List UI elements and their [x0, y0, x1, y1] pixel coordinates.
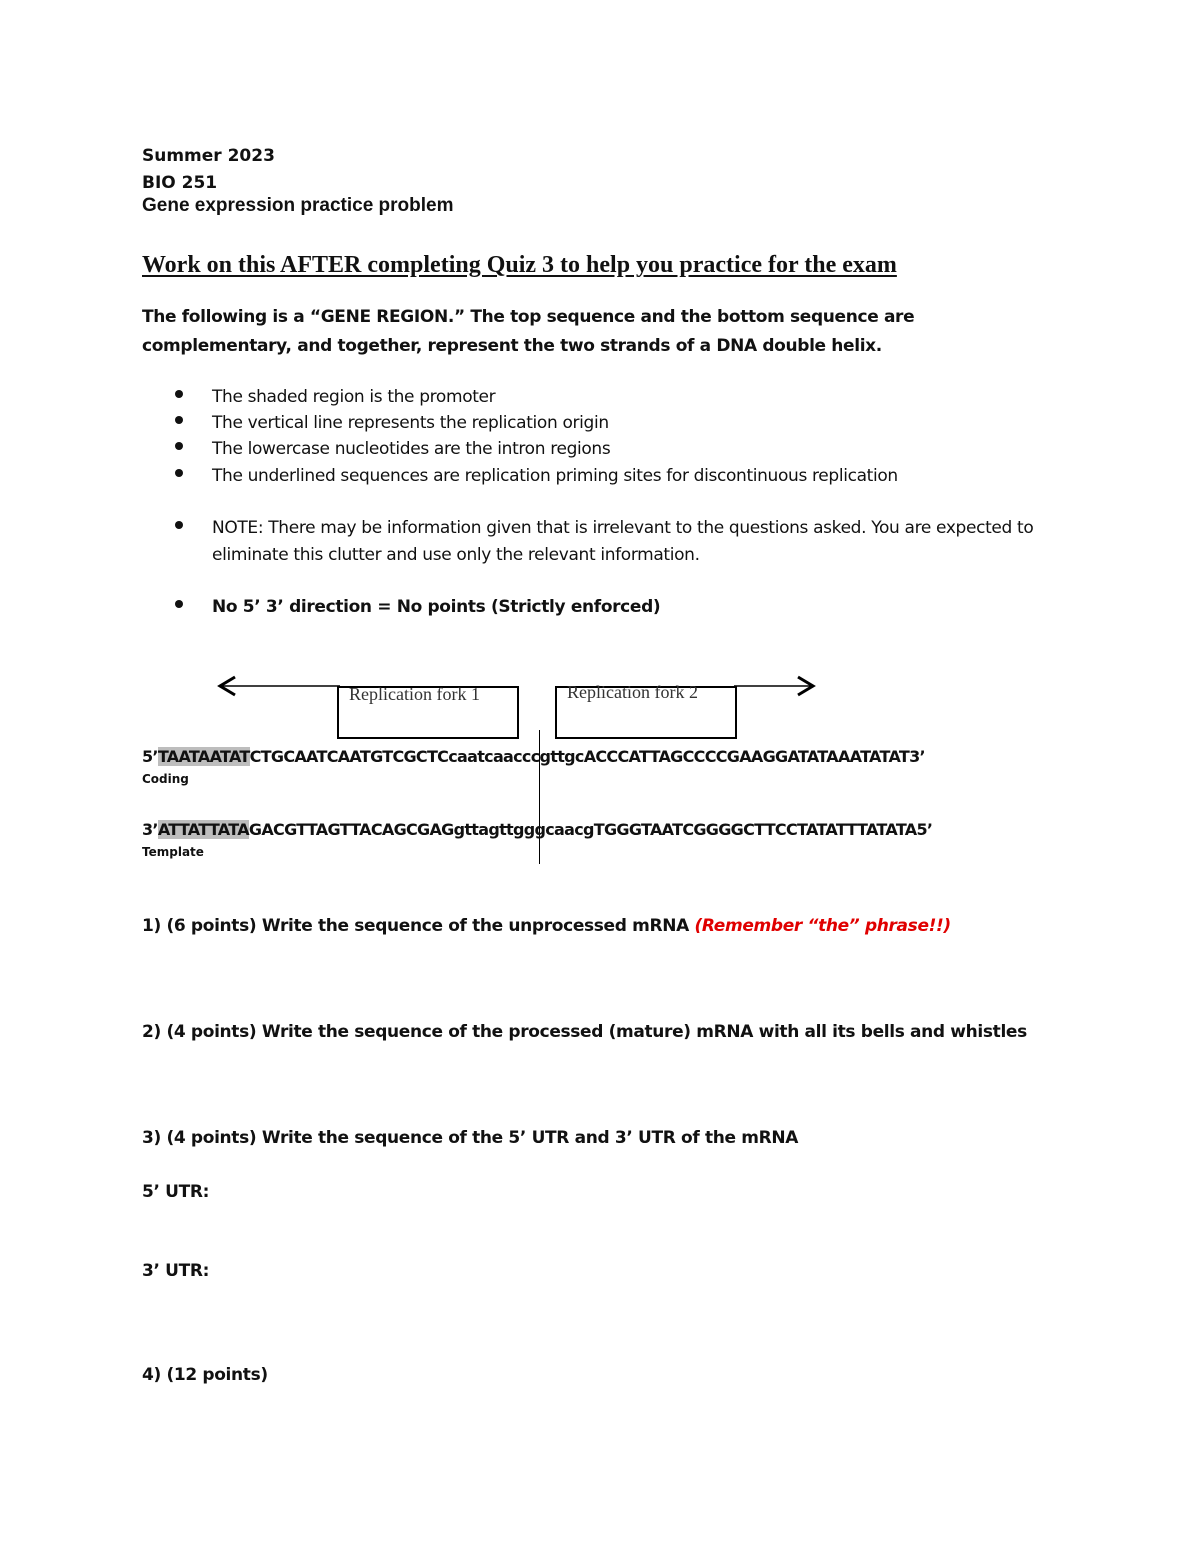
promoter-region: TAATAATAT — [157, 747, 250, 766]
coding-strand-label: Coding — [142, 772, 189, 786]
question-3: 3) (4 points) Write the sequence of the 5’ UTR and 3’ UTR of the mRNA — [142, 1128, 799, 1148]
question-4: 4) (12 points) — [142, 1365, 268, 1385]
question-2: 2) (4 points) Write the sequence of the processed (mature) mRNA with all its bells and whistles — [142, 1022, 1027, 1042]
left-arrow-icon — [220, 677, 340, 695]
term-label: Summer 2023 — [142, 146, 275, 166]
intro-paragraph: The following is a “GENE REGION.” The top sequence and the bottom sequence are complementary, and together, represent the two strands of a DNA double helix. — [142, 307, 915, 356]
intron-region: caatcaacccgttgc — [448, 747, 584, 766]
intron-region: gttagttgggcaacg — [453, 820, 594, 839]
utr3-label: 3’ UTR: — [142, 1261, 210, 1281]
page-title: Work on this AFTER completing Quiz 3 to help you practice for the exam — [142, 252, 897, 278]
template-strand-sequence: 3’ATTATTATAGACGTTAGTTACAGCGAGgttagttgggcaacgTGGGTAATCGGGGCTTCCTATATTTATATA5’ — [142, 820, 933, 839]
utr5-label: 5’ UTR: — [142, 1182, 210, 1202]
document-subtitle: Gene expression practice problem — [142, 195, 454, 216]
course-label: BIO 251 — [142, 173, 218, 193]
right-arrow-icon — [734, 677, 813, 695]
replication-fork-1-box: Replication fork 1 — [337, 686, 519, 739]
reminder-note: (Remember “the” phrase!!) — [694, 916, 951, 936]
promoter-region: ATTATTATA — [157, 820, 249, 839]
question-1: 1) (6 points) Write the sequence of the unprocessed mRNA (Remember “the” phrase!!) — [142, 916, 951, 936]
coding-strand-sequence: 5’TAATAATATCTGCAATCAATGTCGCTCcaatcaacccgttgcACCCATTAGCCCCGAAGGATATAAATATAT3’ — [142, 747, 925, 766]
replication-fork-2-box: Replication fork 2 — [555, 686, 737, 739]
template-strand-label: Template — [142, 845, 204, 859]
